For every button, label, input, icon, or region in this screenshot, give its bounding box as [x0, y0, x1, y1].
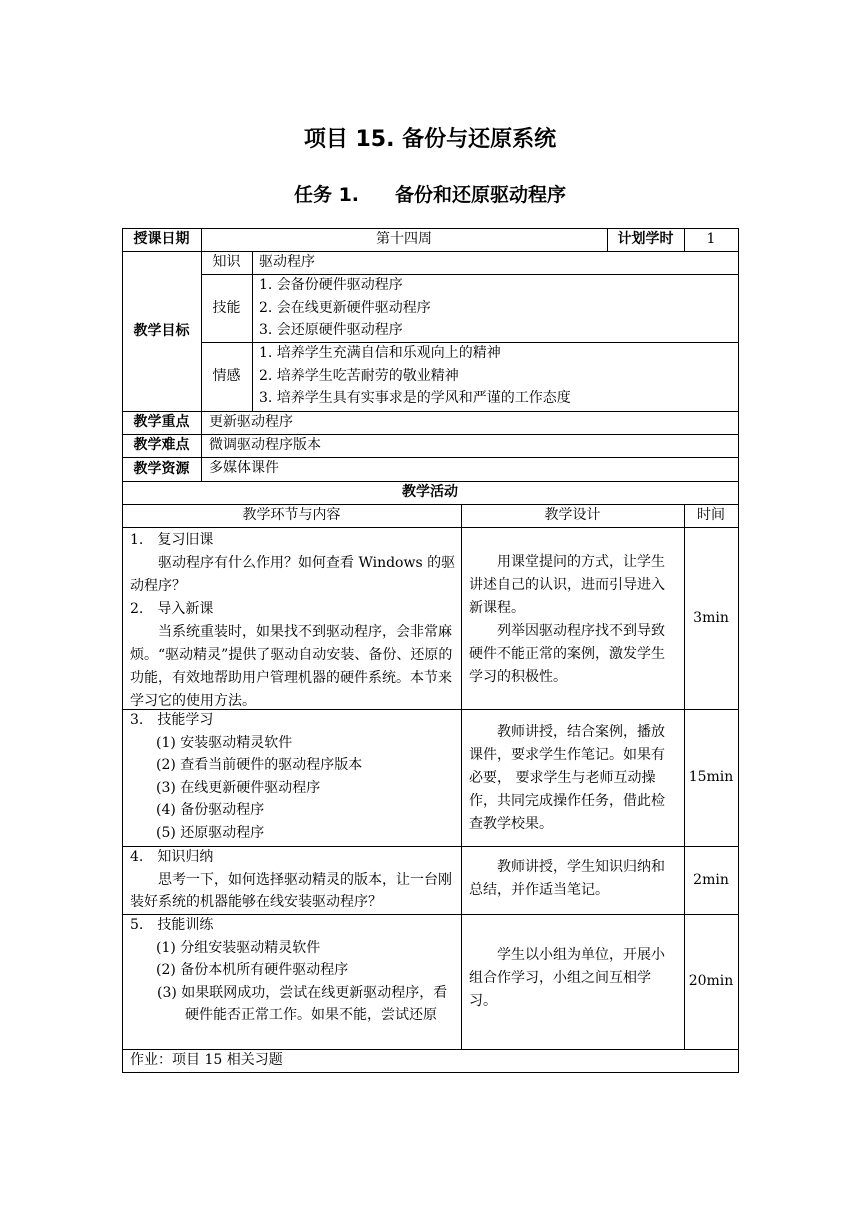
activity-row-1-time: 3min — [693, 609, 729, 626]
activity-row-2-design — [461, 709, 684, 846]
resources-label: 教学资源 — [133, 460, 190, 477]
focus-label: 教学重点 — [133, 414, 190, 430]
activity-row-4-design — [461, 914, 684, 1049]
step-heading: 3. 技能学习 — [130, 712, 214, 728]
activity-row-3-design — [461, 846, 684, 914]
hours-label: 计划学时 — [617, 231, 674, 247]
skills-list — [252, 274, 738, 342]
list-item: (3) 在线更新硬件驱动程序 — [156, 779, 321, 796]
activity-row-1-design — [461, 527, 684, 709]
skill-item: 1. 会备份硬件驱动程序 — [259, 277, 403, 293]
homework: 作业：项目 15 相关习题 — [130, 1052, 283, 1068]
step-heading: 4. 知识归纳 — [130, 849, 214, 865]
task-title — [0, 180, 860, 207]
difficulty-label: 教学难点 — [133, 437, 190, 453]
list-item: (4) 备份驱动程序 — [156, 802, 265, 818]
emotion-item: 1. 培养学生充满自信和乐观向上的精神 — [259, 345, 501, 361]
step-paragraph: 思考一下，如何选择驱动精灵的版本，让一台刚装好系统的机器能够在线安装驱动程序？ — [130, 871, 452, 910]
list-item: (2) 备份本机所有硬件驱动程序 — [156, 962, 349, 978]
design-paragraph: 教师讲授，结合案例，播放课件，要求学生作笔记。如果有必要， 要求学生与老师互动操作，共同完成操作任务，借此检查教学校果。 — [469, 724, 665, 832]
activity-row-1-content — [122, 527, 461, 709]
activity-row-4-time: 20min — [688, 973, 734, 989]
step-heading: 1. 复习旧课 — [130, 532, 214, 548]
skills-label: 技能 — [212, 299, 241, 316]
date-label: 授课日期 — [133, 231, 190, 247]
list-item: (3) 如果联网成功，尝试在线更新驱动程序，看硬件能否正常工作。如果不能，尝试还原 — [157, 984, 448, 1023]
list-item: (1) 安装驱动精灵软件 — [156, 734, 293, 751]
page-title: 项目 15. 备份与还原系统 — [303, 127, 557, 152]
design-paragraph: 列举因驱动程序找不到导致硬件不能正常的案例，激发学生学习的积极性。 — [469, 623, 665, 685]
list-item: (2) 查看当前硬件的驱动程序版本 — [156, 757, 363, 773]
hours-value: 1 — [706, 231, 716, 247]
emotion-item: 2. 培养学生吃苦耐劳的敬业精神 — [259, 367, 459, 384]
knowledge-text: 驱动程序 — [259, 254, 315, 270]
emotion-label: 情感 — [212, 368, 241, 384]
skill-item: 2. 会在线更新硬件驱动程序 — [259, 299, 431, 316]
task-name: 备份和还原驱动程序 — [395, 184, 567, 206]
list-item: (1) 分组安装驱动精灵软件 — [156, 939, 321, 956]
header-design: 教学设计 — [544, 507, 601, 523]
activity-row-2-time: 15min — [688, 769, 734, 785]
date-value: 第十四周 — [376, 231, 432, 247]
header-time: 时间 — [697, 507, 725, 523]
emotion-item: 3. 培养学生具有实事求是的学风和严谨的工作态度 — [259, 390, 571, 406]
design-paragraph: 教师讲授，学生知识归纳和总结，并作适当笔记。 — [469, 859, 665, 898]
activity-row-4-content — [122, 914, 461, 1049]
step-paragraph: 驱动程序有什么作用？如何查看 Windows 的驱动程序？ — [130, 555, 456, 594]
header-content: 教学环节与内容 — [242, 507, 341, 523]
resources-value: 多媒体课件 — [209, 460, 279, 476]
step-paragraph: 当系统重装时，如果找不到驱动程序，会非常麻烦。“驱动精灵”提供了驱动自动安装、备份、还原的功能，有效地帮助用户管理机器的硬件系统。本节来学习它的使用方法。 — [130, 624, 453, 709]
list-item: (5) 还原驱动程序 — [156, 824, 265, 841]
activity-row-2-content — [122, 709, 461, 846]
task-number: 任务 1. — [293, 184, 360, 206]
difficulty-value: 微调驱动程序版本 — [209, 437, 321, 453]
design-paragraph: 用课堂提问的方式，让学生讲述自己的认识，进而引导进入新课程。 — [469, 554, 665, 616]
step-heading: 5. 技能训练 — [130, 917, 214, 933]
goals-label: 教学目标 — [133, 322, 190, 339]
activities-title: 教学活动 — [402, 484, 458, 500]
design-paragraph: 学生以小组为单位，开展小组合作学习，小组之间互相学习。 — [469, 947, 665, 1009]
emotion-list — [252, 342, 738, 411]
skill-item: 3. 会还原硬件驱动程序 — [259, 322, 403, 338]
step-heading: 2. 导入新课 — [130, 601, 214, 617]
knowledge-label: 知识 — [212, 254, 241, 270]
focus-value: 更新驱动程序 — [209, 414, 293, 430]
activity-row-3-time: 2min — [693, 871, 729, 888]
activity-row-3-content — [122, 846, 461, 914]
